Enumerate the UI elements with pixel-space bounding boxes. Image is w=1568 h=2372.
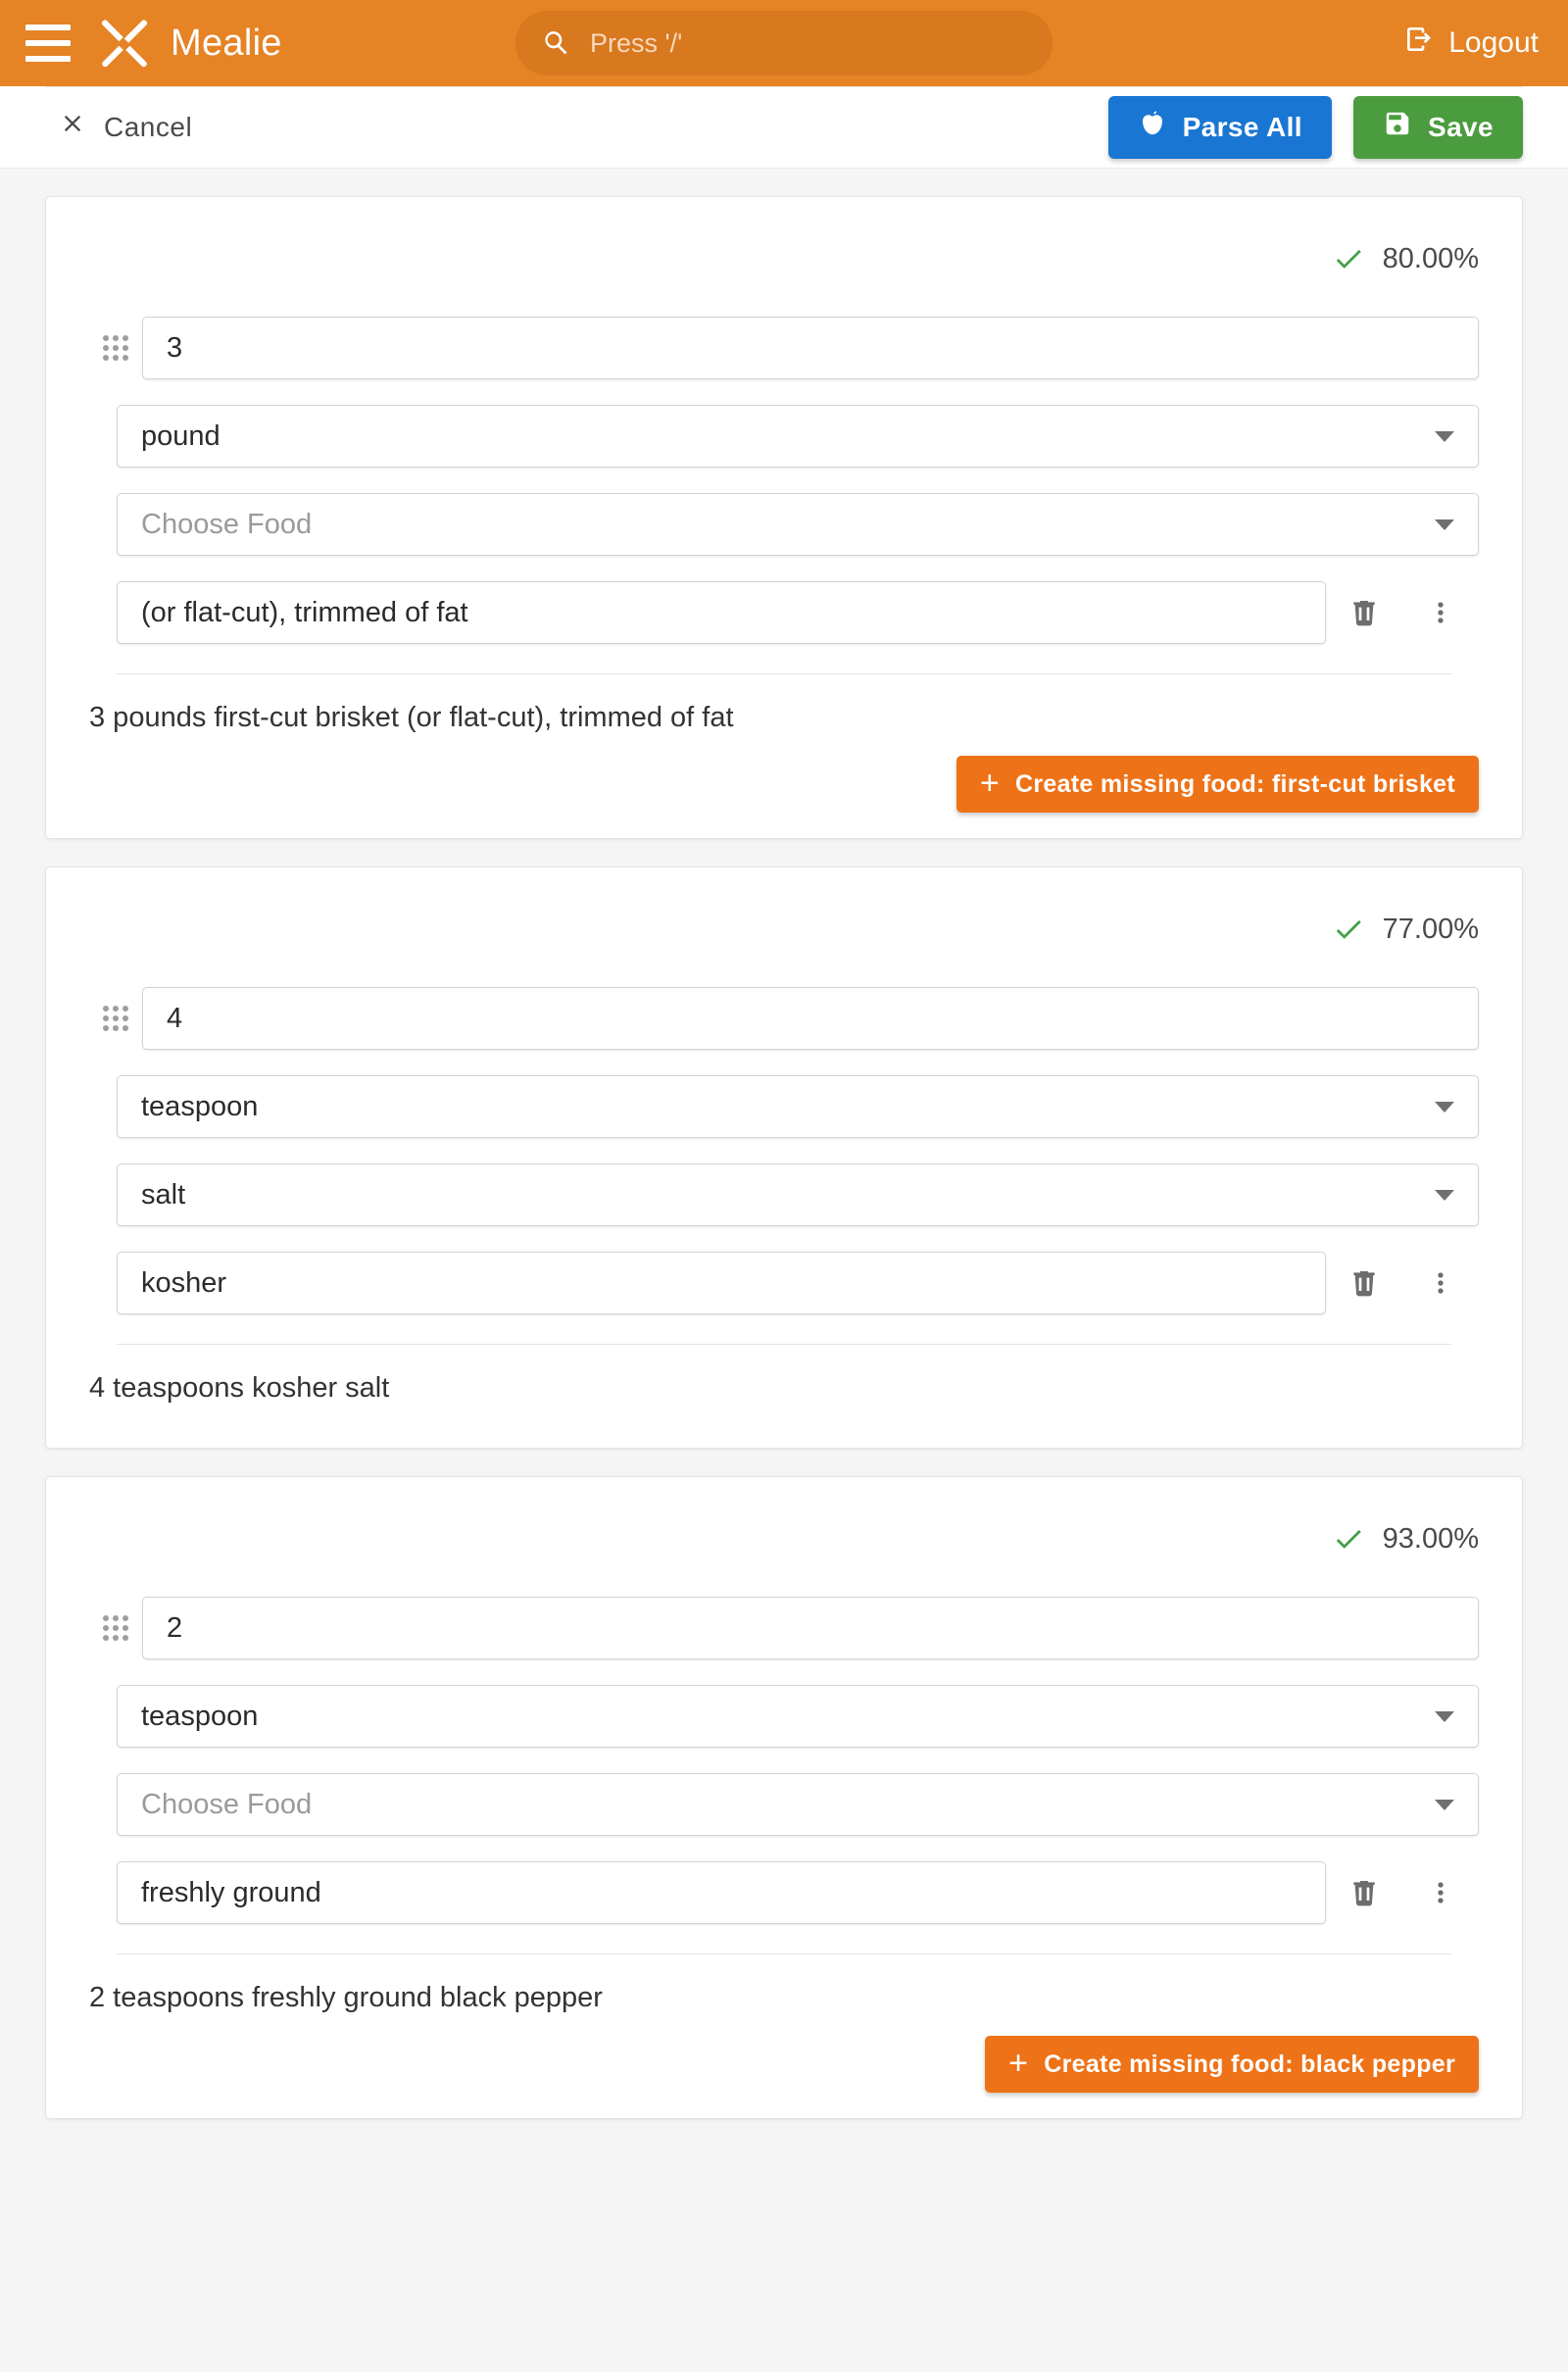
- cancel-button[interactable]: [59, 110, 192, 144]
- ingredient-summary: 2 teaspoons freshly ground black pepper: [89, 1982, 603, 2013]
- create-missing-food-label: Create missing food: first-cut brisket: [1015, 769, 1455, 798]
- drag-handle-icon[interactable]: [89, 335, 142, 361]
- quantity-row: [89, 317, 1479, 379]
- food-row: [89, 1163, 1479, 1226]
- dots-vertical-icon[interactable]: [1402, 1267, 1479, 1299]
- food-apple-icon: [1138, 109, 1167, 145]
- logout-icon: [1403, 24, 1435, 63]
- app-bar: [0, 0, 1568, 86]
- note-row: [89, 1252, 1479, 1314]
- chevron-down-icon: [1435, 1711, 1454, 1722]
- check-icon: [1332, 1522, 1365, 1556]
- unit-value: teaspoon: [141, 1090, 259, 1122]
- quantity-row: [89, 1597, 1479, 1659]
- ingredient-summary: 4 teaspoons kosher salt: [89, 1372, 390, 1404]
- delete-icon[interactable]: [1326, 597, 1402, 628]
- quantity-input[interactable]: 3: [142, 317, 1479, 379]
- toolbar-actions: [1108, 96, 1523, 159]
- brand-name: Mealie: [171, 22, 282, 64]
- dots-vertical-icon[interactable]: [1402, 597, 1479, 628]
- food-placeholder: Choose Food: [141, 508, 313, 540]
- parse-all-label: Parse All: [1182, 111, 1302, 142]
- drag-handle-icon[interactable]: [89, 1615, 142, 1641]
- fork-knife-logo-icon: [96, 15, 153, 72]
- chevron-down-icon: [1435, 519, 1454, 530]
- search-input[interactable]: [515, 11, 1053, 75]
- search-placeholder: Press '/': [590, 27, 683, 58]
- save-label: Save: [1428, 111, 1494, 142]
- unit-value: pound: [141, 420, 220, 452]
- unit-value: teaspoon: [141, 1700, 259, 1732]
- food-select[interactable]: [117, 1163, 1479, 1226]
- create-missing-food-button[interactable]: [956, 756, 1479, 813]
- confidence-value: 80.00%: [1382, 242, 1479, 274]
- editor-toolbar: [0, 86, 1568, 169]
- check-icon: [1332, 242, 1365, 275]
- content-save-icon: [1383, 109, 1412, 145]
- food-row: [89, 493, 1479, 556]
- logout-button[interactable]: [1403, 24, 1539, 63]
- ingredient-card: [45, 1476, 1523, 2119]
- unit-row: [89, 405, 1479, 468]
- plus-icon: +: [1008, 2044, 1029, 2082]
- ingredient-card: [45, 866, 1523, 1449]
- cancel-label: Cancel: [104, 111, 193, 142]
- create-missing-food-button[interactable]: [985, 2036, 1479, 2093]
- save-button[interactable]: [1353, 96, 1523, 159]
- create-missing-row: [89, 2036, 1479, 2093]
- create-missing-food-label: Create missing food: black pepper: [1044, 2050, 1455, 2078]
- note-input[interactable]: kosher: [117, 1252, 1326, 1314]
- dots-vertical-icon[interactable]: [1402, 1877, 1479, 1908]
- quantity-input[interactable]: 2: [142, 1597, 1479, 1659]
- quantity-row: [89, 987, 1479, 1050]
- unit-select[interactable]: [117, 1075, 1479, 1138]
- create-missing-row: [89, 756, 1479, 813]
- parse-all-button[interactable]: [1108, 96, 1332, 159]
- quantity-input[interactable]: 4: [142, 987, 1479, 1050]
- chevron-down-icon: [1435, 1102, 1454, 1112]
- confidence-row: [89, 901, 1479, 958]
- ingredient-card: [45, 196, 1523, 839]
- unit-row: [89, 1075, 1479, 1138]
- confidence-value: 93.00%: [1382, 1522, 1479, 1555]
- unit-select[interactable]: [117, 405, 1479, 468]
- chevron-down-icon: [1435, 1190, 1454, 1201]
- note-row: [89, 581, 1479, 644]
- search-icon: [541, 27, 572, 59]
- card-spacer: [89, 1405, 1479, 1422]
- confidence-row: [89, 230, 1479, 287]
- hamburger-icon[interactable]: [25, 25, 71, 62]
- drag-handle-icon[interactable]: [89, 1006, 142, 1031]
- note-input[interactable]: freshly ground: [117, 1861, 1326, 1924]
- ingredient-summary: 3 pounds first-cut brisket (or flat-cut), trimmed of fat: [89, 702, 734, 733]
- chevron-down-icon: [1435, 1800, 1454, 1810]
- note-row: [89, 1861, 1479, 1924]
- plus-icon: +: [979, 764, 1001, 802]
- unit-select[interactable]: [117, 1685, 1479, 1748]
- food-select[interactable]: [117, 493, 1479, 556]
- confidence-value: 77.00%: [1382, 913, 1479, 945]
- note-input[interactable]: (or flat-cut), trimmed of fat: [117, 581, 1326, 644]
- chevron-down-icon: [1435, 431, 1454, 442]
- check-icon: [1332, 913, 1365, 946]
- unit-row: [89, 1685, 1479, 1748]
- delete-icon[interactable]: [1326, 1267, 1402, 1299]
- ingredient-list: [0, 196, 1568, 2119]
- logout-label: Logout: [1448, 26, 1539, 59]
- confidence-row: [89, 1510, 1479, 1567]
- delete-icon[interactable]: [1326, 1877, 1402, 1908]
- food-placeholder: Choose Food: [141, 1788, 313, 1820]
- food-select[interactable]: [117, 1773, 1479, 1836]
- food-value: salt: [141, 1178, 186, 1211]
- close-icon: [59, 110, 86, 144]
- food-row: [89, 1773, 1479, 1836]
